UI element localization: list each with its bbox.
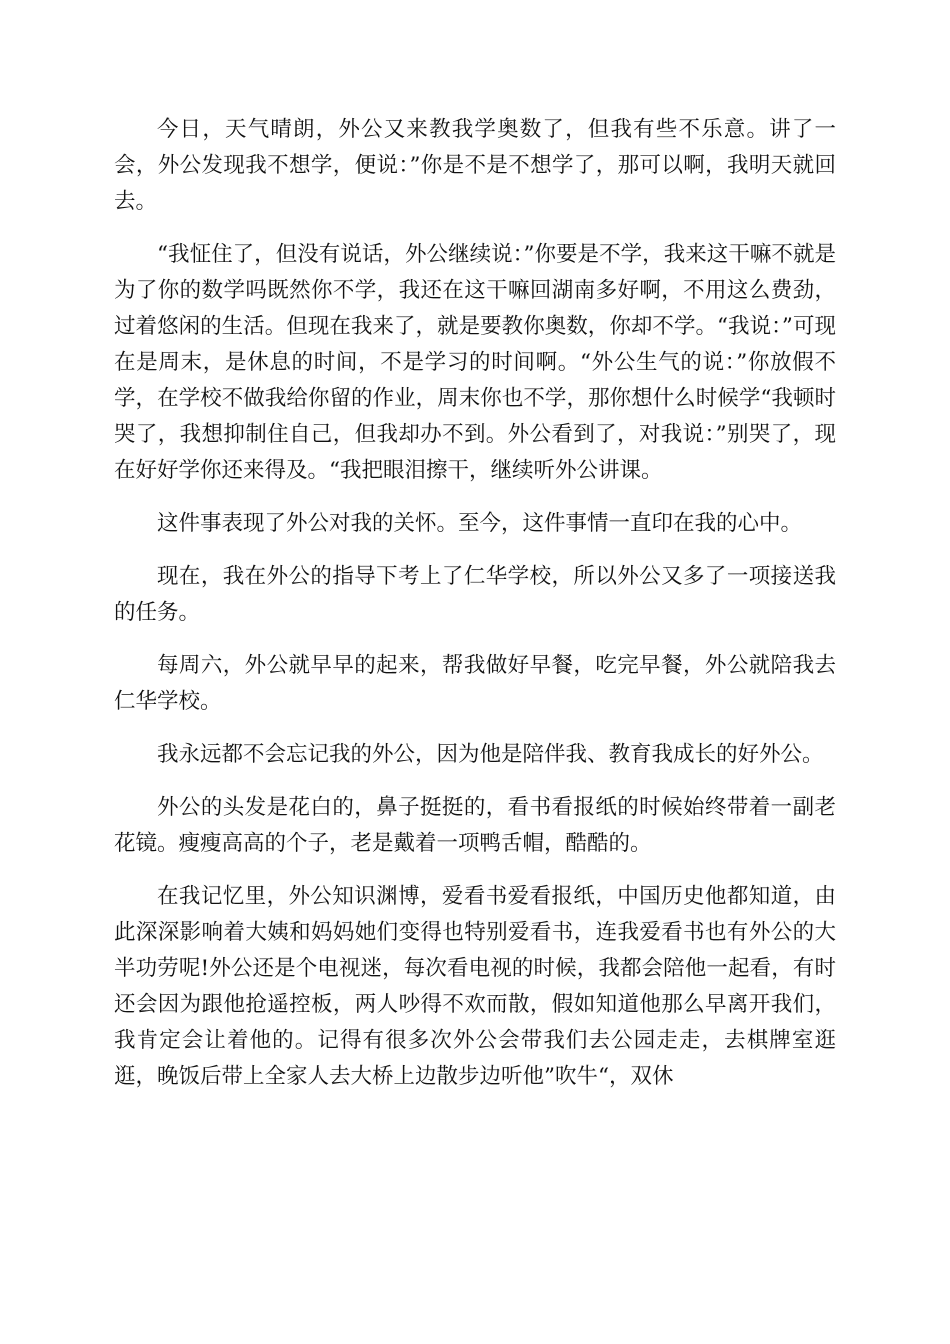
paragraph-8: 在我记忆里，外公知识渊博，爱看书爱看报纸，中国历史他都知道，由此深深影响着大姨和妈妈她们变得也特别爱看书，连我爱看书也有外公的大半功劳呢!外公还是个电视迷，每次看电视的时候，我都会陪他一起看，有时还会因为跟他抢遥控板，两人吵得不欢而散，假如知道他那么早离开我们，我肯定会让着他的。记得有很多次外公会带我们去公园走走，去棋牌室逛逛，晚饭后带上全家人去大桥上边散步边听他”吹牛“，双休 <box>114 884 836 1089</box>
paragraph-5: 每周六，外公就早早的起来，帮我做好早餐，吃完早餐，外公就陪我去仁华学校。 <box>114 653 836 714</box>
paragraph-4: 现在，我在外公的指导下考上了仁华学校，所以外公又多了一项接送我的任务。 <box>114 564 836 625</box>
paragraph-1: 今日，天气晴朗，外公又来教我学奥数了，但我有些不乐意。讲了一会，外公发现我不想学，便说：”你是不是不想学了，那可以啊，我明天就回去。 <box>114 117 836 214</box>
document-body <box>114 112 836 1112</box>
paragraph-3: 这件事表现了外公对我的关怀。至今，这件事情一直印在我的心中。 <box>157 511 803 536</box>
paragraph-2: “我怔住了，但没有说话，外公继续说：”你要是不学，我来这干嘛不就是为了你的数学吗既然你不学，我还在这干嘛回湖南多好啊，不用这么费劲，过着悠闲的生活。但现在我来了，就是要教你奥数，你却不学。“我说：”可现在是周末，是休息的时间，不是学习的时间啊。“外公生气的说：”你放假不学，在学校不做我给你留的作业，周末你也不学，那你想什么时候学“我顿时哭了，我想抑制住自己，但我却办不到。外公看到了，对我说：”别哭了，现在好好学你还来得及。“我把眼泪擦干，继续听外公讲课。 <box>114 242 836 483</box>
paragraph-6: 我永远都不会忘记我的外公，因为他是陪伴我、教育我成长的好外公。 <box>157 742 824 767</box>
paragraph-7: 外公的头发是花白的，鼻子挺挺的，看书看报纸的时候始终带着一副老花镜。瘦瘦高高的个子，老是戴着一项鸭舌帽，酷酷的。 <box>114 795 836 856</box>
